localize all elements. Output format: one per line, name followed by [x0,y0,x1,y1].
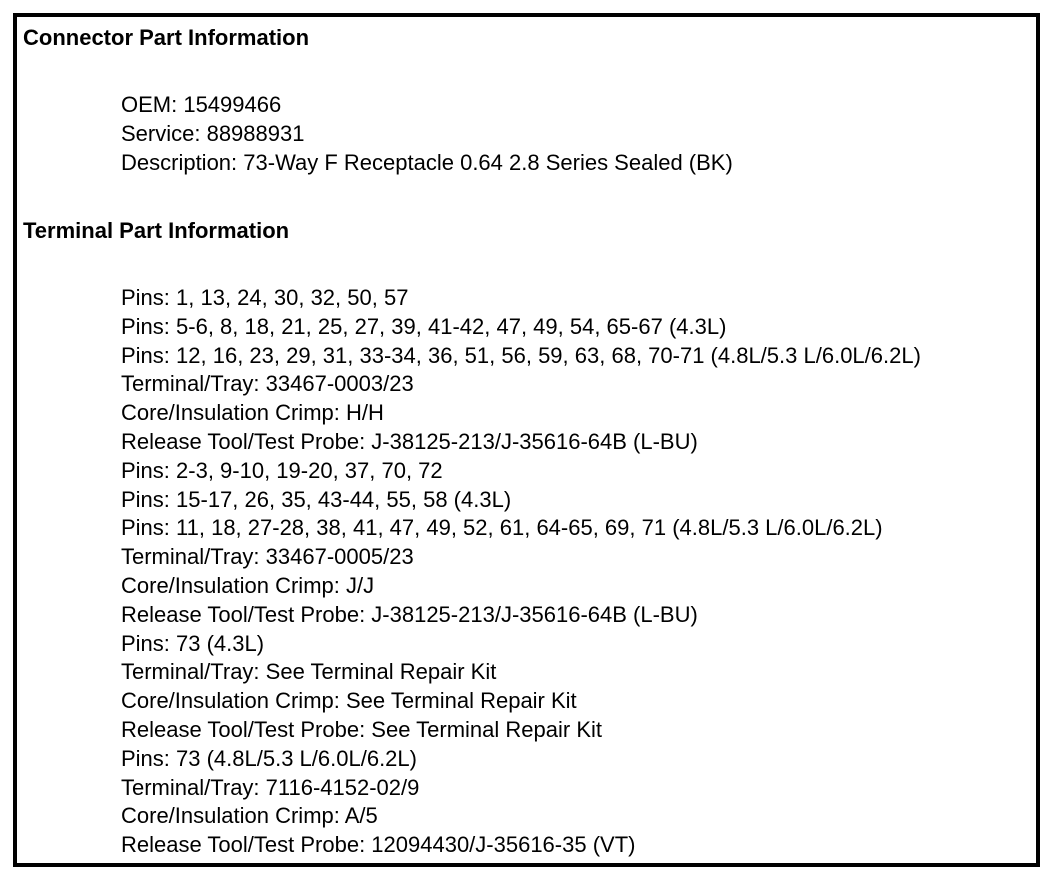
terminal-detail-line: Pins: 12, 16, 23, 29, 31, 33-34, 36, 51, 56, 59, 63, 68, 70-71 (4.8L/5.3 L/6.0L/6.2L) [121,342,921,368]
terminal-detail-line: Release Tool/Test Probe: See Terminal Repair Kit [121,716,602,742]
terminal-detail-line: Release Tool/Test Probe: J-38125-213/J-35616-64B (L-BU) [121,601,698,627]
connector-part-details [121,91,733,177]
terminal-detail-line: Terminal/Tray: 7116-4152-02/9 [121,774,420,800]
terminal-detail-line: Pins: 1, 13, 24, 30, 32, 50, 57 [121,285,409,310]
terminal-detail-line: Core/Insulation Crimp: A/5 [121,803,378,829]
terminal-part-heading: Terminal Part Information [23,218,290,243]
connector-description-line: Description: 73-Way F Receptacle 0.64 2.8 Series Sealed (BK) [121,149,733,175]
connector-service-line: Service: 88988931 [121,120,305,146]
terminal-detail-line: Release Tool/Test Probe: J-38125-213/J-35616-64B (L-BU) [121,428,698,454]
terminal-detail-line: Release Tool/Test Probe: 12094430/J-35616-35 (VT) [121,832,636,858]
terminal-detail-line: Core/Insulation Crimp: H/H [121,400,384,426]
terminal-detail-line: Pins: 15-17, 26, 35, 43-44, 55, 58 (4.3L) [121,486,512,512]
terminal-detail-line: Pins: 5-6, 8, 18, 21, 25, 27, 39, 41-42, 47, 49, 54, 65-67 (4.3L) [121,313,727,339]
part-information-frame [13,13,1040,867]
terminal-detail-line: Terminal/Tray: 33467-0003/23 [121,371,414,397]
terminal-detail-line: Pins: 2-3, 9-10, 19-20, 37, 70, 72 [121,457,443,483]
terminal-detail-line: Core/Insulation Crimp: See Terminal Repair Kit [121,688,577,714]
terminal-detail-line: Terminal/Tray: 33467-0005/23 [121,544,414,570]
terminal-detail-line: Pins: 73 (4.8L/5.3 L/6.0L/6.2L) [121,745,417,771]
terminal-part-details [121,284,921,860]
terminal-detail-line: Pins: 73 (4.3L) [121,630,265,656]
connector-part-heading: Connector Part Information [23,25,310,50]
connector-oem-line: OEM: 15499466 [121,92,282,117]
terminal-detail-line: Core/Insulation Crimp: J/J [121,572,375,598]
terminal-detail-line: Pins: 11, 18, 27-28, 38, 41, 47, 49, 52, 61, 64-65, 69, 71 (4.8L/5.3 L/6.0L/6.2L) [121,515,883,541]
terminal-detail-line: Terminal/Tray: See Terminal Repair Kit [121,659,497,685]
